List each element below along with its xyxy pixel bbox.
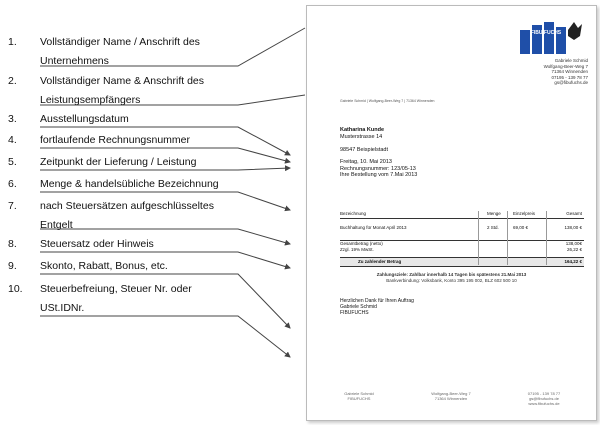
recipient-street: Musterstrasse 14 <box>340 133 383 140</box>
sender-city: 71364 Winnenden <box>551 69 588 74</box>
item-number: 8. <box>8 238 17 250</box>
vat-label: Zzgl. 19% MwSt. <box>340 247 374 252</box>
vat-value: 26,22 € <box>566 247 582 252</box>
item-number: 3. <box>8 113 17 125</box>
connector-line-7 <box>40 229 290 244</box>
footer-text: FIBUFUCHS <box>347 396 371 401</box>
fibufuchs-logo <box>520 20 582 54</box>
item-number: 1. <box>8 36 17 48</box>
footer-text: Wolfgang-Beer-Weg 7 <box>431 391 471 396</box>
sender-street: Wolfgang-Beer-Weg 7 <box>543 63 588 69</box>
item-text: Ausstellungsdatum <box>40 113 129 125</box>
item-text: Vollständiger Name & Anschrift des <box>40 75 205 87</box>
item-text: fortlaufende Rechnungsnummer <box>40 134 191 146</box>
item-total: 138,00 € <box>564 225 582 230</box>
item-number: 4. <box>8 134 17 146</box>
item-text: Steuerbefreiung, Steuer Nr. oder <box>40 283 192 295</box>
table-row <box>340 221 584 237</box>
item-qty: 2 Std. <box>487 225 499 230</box>
vat-row <box>340 247 584 254</box>
connector-line-5 <box>40 168 290 170</box>
item-number: 7. <box>8 200 17 212</box>
bank-details: Bankverbindung: Volksbank, Konto 395 195 002, BLZ 602 500 10 <box>386 278 517 283</box>
item-number: 10. <box>8 283 23 295</box>
closing-line: Herzlichen Dank für Ihren Auftrag <box>340 298 414 304</box>
footer-text: 07195 - 139 78 77 <box>527 391 561 396</box>
item-text: Entgelt <box>40 219 73 231</box>
invoice-meta <box>340 159 417 179</box>
footer-col-2 <box>419 391 483 401</box>
item-text: Unternehmens <box>40 55 109 67</box>
sender-address <box>508 58 588 86</box>
recipient-name: Katharina Kunde <box>340 127 385 133</box>
payment-terms-text: Zahlungsziele: Zahlbar innerhalb 14 Tagen bis spätestens 21.Mai 2013 <box>376 272 527 277</box>
connector-line-6 <box>40 192 290 210</box>
connector-line-4 <box>40 148 290 162</box>
connector-line-10 <box>40 316 290 357</box>
footer-col-3 <box>512 391 576 406</box>
invoice-date: Freitag, 10. Mai 2013 <box>340 159 392 165</box>
recipient-city: 98547 Beispielstadt <box>340 147 389 153</box>
item-text: Leistungsempfängers <box>40 94 141 106</box>
item-text: USt.IDNr. <box>40 302 85 314</box>
header-desc: Bezeichnung <box>340 211 367 216</box>
header-total: Gesamt <box>566 211 582 216</box>
closing-line: FIBUFUCHS <box>340 310 369 316</box>
invoice-document <box>306 5 597 421</box>
sender-name: Gabriele Schmid <box>554 58 588 63</box>
net-value: 138,00€ <box>565 241 582 246</box>
total-row <box>340 257 584 267</box>
footer-text: gs@fibufuchs.de <box>529 396 559 401</box>
sender-phone: 07195 - 139 78 77 <box>551 74 588 80</box>
connector-line-1 <box>40 28 305 66</box>
connector-line-8 <box>40 252 290 268</box>
total-value: 164,22 € <box>564 259 582 264</box>
order-date: Ihre Bestellung vom 7.Mai 2013 <box>340 172 418 178</box>
header-qty: Menge <box>487 211 501 216</box>
sender-email: gs@fibufuchs.de <box>554 80 588 85</box>
sender-return-line: Gabriele Schmid | Wolfgang-Beer-Weg 7 | 71364 Winnenden <box>340 99 435 103</box>
item-number: 9. <box>8 260 17 272</box>
footer-col-1 <box>329 391 389 401</box>
item-unit: 69,00 € <box>513 225 529 230</box>
item-text: Zeitpunkt der Lieferung / Leistung <box>40 156 197 168</box>
footer-text: Gabriele Schmid <box>344 391 374 396</box>
item-text: Skonto, Rabatt, Bonus, etc. <box>40 260 168 272</box>
item-number: 2. <box>8 75 17 87</box>
invoice-number: Rechnungsnummer: 123/05-13 <box>340 165 416 172</box>
connector-line-9 <box>40 274 290 328</box>
item-desc: Buchhaltung für Monat April 2013 <box>340 225 407 230</box>
item-text: nach Steuersätzen aufgeschlüsseltes <box>40 200 214 212</box>
item-text: Menge & handelsübliche Bezeichnung <box>40 178 219 190</box>
closing-line: Gabriele Schmid <box>340 304 377 310</box>
footer-text: 71364 Winnenden <box>434 396 468 401</box>
header-unit: Einzelpreis <box>513 211 536 216</box>
item-text: Steuersatz oder Hinweis <box>40 238 154 250</box>
connector-line-3 <box>40 127 290 155</box>
total-label: Zu zahlender Betrag <box>358 259 402 264</box>
connector-line-2 <box>40 95 305 105</box>
item-number: 5. <box>8 156 17 168</box>
footer-text: www.fibufuchs.de <box>528 401 560 406</box>
logo-text: FIBU FUCHS <box>530 30 562 36</box>
item-text: Vollständiger Name / Anschrift des <box>40 36 200 48</box>
closing <box>340 298 414 316</box>
table-header-row <box>340 211 584 219</box>
payment-terms <box>307 272 596 284</box>
recipient-address <box>340 127 388 154</box>
net-label: Gesamtbetrag (netto) <box>340 241 383 246</box>
item-number: 6. <box>8 178 17 190</box>
